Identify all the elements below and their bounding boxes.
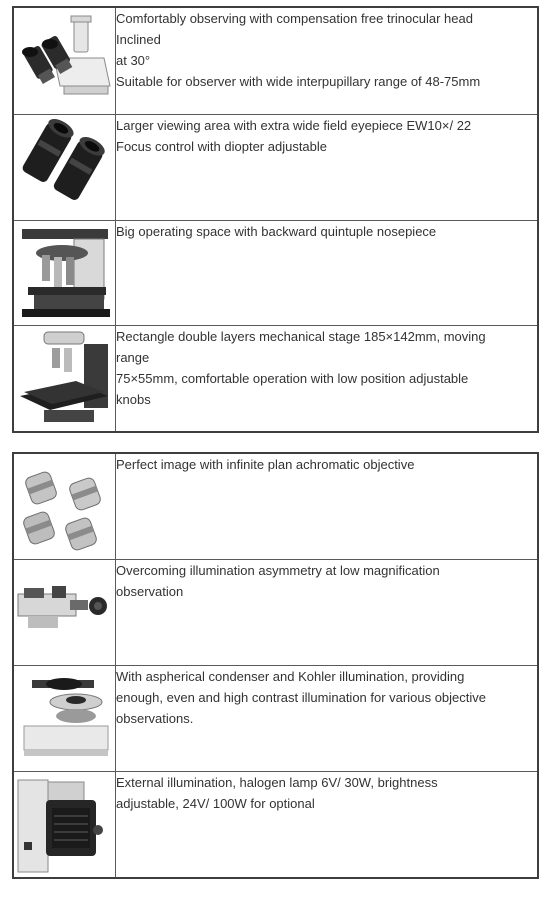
- nosepiece-image: [14, 221, 114, 325]
- image-cell: [13, 560, 116, 666]
- image-cell: [13, 115, 116, 221]
- description-line: observations.: [116, 711, 194, 726]
- table-row: [13, 326, 538, 433]
- table-row: [13, 7, 538, 115]
- description-line: Focus control with diopter adjustable: [116, 139, 328, 154]
- description-line: Overcoming illumination asymmetry at low magnification: [116, 563, 440, 578]
- image-cell: [13, 772, 116, 879]
- table-row: [13, 666, 538, 772]
- table-row: [13, 453, 538, 560]
- lamp-house-image: [14, 772, 114, 877]
- description-cell: [116, 453, 539, 560]
- feature-table-1: [12, 6, 539, 433]
- image-cell: [13, 666, 116, 772]
- table-row: [13, 115, 538, 221]
- image-cell: [13, 326, 116, 433]
- image-cell: [13, 7, 116, 115]
- description-line: enough, even and high contrast illumination for various objective: [116, 690, 487, 705]
- description-line: adjustable, 24V/ 100W for optional: [116, 796, 315, 811]
- objectives-image: [14, 454, 114, 559]
- description-line: Perfect image with infinite plan achromatic objective: [116, 457, 415, 472]
- description-line: Inclined: [116, 32, 161, 47]
- description-cell: [116, 666, 539, 772]
- description-line: Big operating space with backward quintuple nosepiece: [116, 224, 437, 239]
- description-line: range: [116, 350, 150, 365]
- description-cell: [116, 772, 539, 879]
- description-cell: [116, 115, 539, 221]
- image-cell: [13, 221, 116, 326]
- description-line: External illumination, halogen lamp 6V/ 30W, brightness: [116, 775, 438, 790]
- condenser-image: [14, 666, 114, 771]
- image-cell: [13, 453, 116, 560]
- illumination-control-image: [14, 560, 114, 665]
- description-line: observation: [116, 584, 184, 599]
- description-line: Suitable for observer with wide interpupillary range of 48-75mm: [116, 74, 481, 89]
- description-line: 75×55mm, comfortable operation with low position adjustable: [116, 371, 469, 386]
- trinocular-head-image: [14, 8, 114, 114]
- description-line: Larger viewing area with extra wide field eyepiece EW10×/ 22: [116, 118, 472, 133]
- table-row: [13, 560, 538, 666]
- feature-table-2: [12, 452, 539, 879]
- description-cell: [116, 326, 539, 433]
- table-row: [13, 221, 538, 326]
- description-cell: [116, 7, 539, 115]
- description-line: knobs: [116, 392, 151, 407]
- description-cell: [116, 560, 539, 666]
- description-cell: [116, 221, 539, 326]
- table-row: [13, 772, 538, 879]
- description-line: Rectangle double layers mechanical stage 185×142mm, moving: [116, 329, 486, 344]
- description-line: With aspherical condenser and Kohler illumination, providing: [116, 669, 465, 684]
- eyepiece-image: [14, 115, 114, 220]
- description-line: Comfortably observing with compensation free trinocular head: [116, 11, 473, 26]
- description-line: at 30°: [116, 53, 151, 68]
- mechanical-stage-image: [14, 326, 114, 431]
